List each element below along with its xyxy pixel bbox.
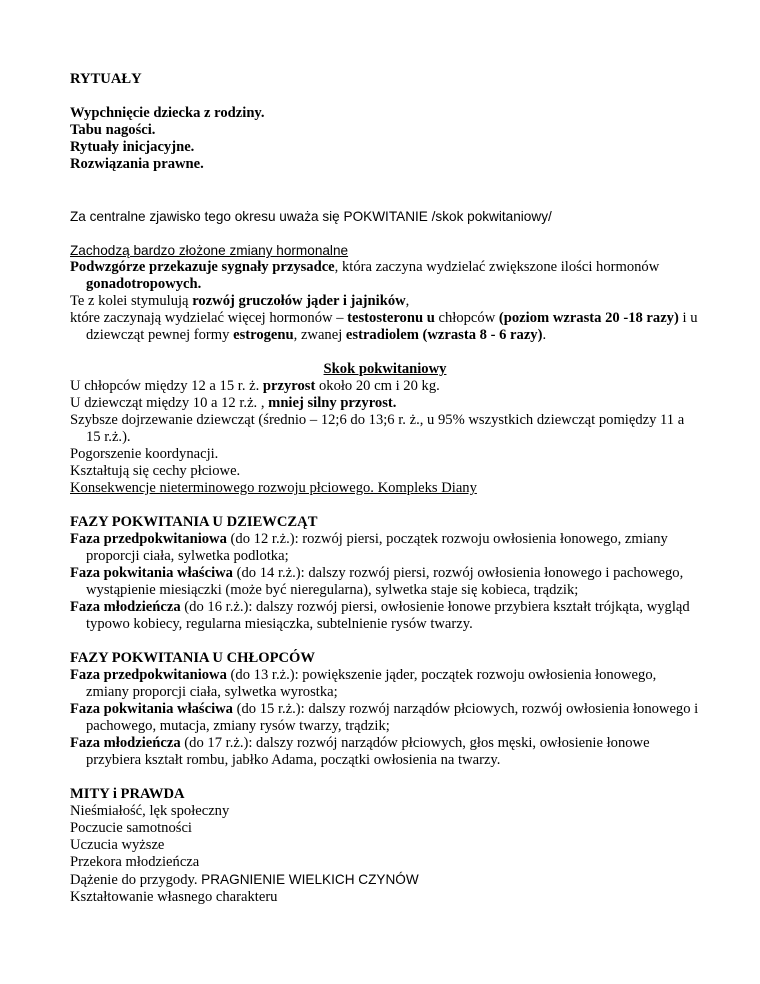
estrogen-text: estrogenu [233, 327, 294, 343]
girls-phase [70, 565, 700, 599]
maturation-text: Szybsze dojrzewanie dziewcząt (średnio – 12;6 do 13;6 r. ż., u 95% wszystkich dziewcząt pomiędzy 11 a 15 r.ż.). [70, 412, 685, 445]
boys-age-text: U chłopców między 12 a 15 r. ż. [70, 378, 263, 394]
growth-spurt-heading: Skok pokwitaniowy [323, 361, 447, 377]
adventure-text: Dążenie do przygody. [70, 872, 202, 888]
phase-name: Faza młodzieńcza [70, 599, 181, 615]
coordination-text: Pogorszenie koordynacji. [70, 446, 219, 462]
myth-item: Poczucie samotności [70, 820, 192, 836]
spacer [70, 88, 700, 105]
myth-item: Uczucia wyższe [70, 837, 165, 853]
spacer [70, 497, 700, 514]
boys-text: chłopców [434, 310, 499, 326]
myths-heading: MITY i PRAWDA [70, 786, 185, 802]
myth-item: Przekora młodzieńcza [70, 854, 200, 870]
phase-desc: (do 14 r.ż.): dalszy rozwój piersi, rozwój owłosienia łonowego i pachowego, wystąpienie miesiączki (może być nieregularna), sylwetka staje się kobieca, trądzik; [86, 565, 684, 598]
phase-name: Faza młodzieńcza [70, 735, 181, 751]
great-deeds-text: PRAGNIENIE WIELKICH CZYNÓW [201, 872, 419, 887]
hormones-paragraph-1 [70, 259, 700, 293]
girls-age-text: U dziewcząt między 10 a 12 r.ż. , [70, 395, 269, 411]
stimulate-text: Te z kolei stymulują [70, 293, 193, 309]
adventure-item [70, 871, 700, 889]
weaker-growth-text: mniej silny przyrost. [268, 395, 397, 411]
hormones-paragraph-3 [70, 310, 700, 344]
phase-name: Faza pokwitania właściwa [70, 565, 233, 581]
hormones-text: , która zaczyna wydzielać zwiększone ilości hormonów [334, 259, 660, 275]
spacer [70, 769, 700, 786]
growth-amount-text: około 20 cm i 20 kg. [315, 378, 440, 394]
boys-growth [70, 378, 700, 395]
hormones-heading: Zachodzą bardzo złożone zmiany hormonalne [70, 243, 349, 258]
growth-text: przyrost [262, 378, 316, 394]
phase-name: Faza przedpokwitaniowa [70, 667, 227, 683]
comma-text: , [405, 293, 410, 309]
traits-text: Kształtują się cechy płciowe. [70, 463, 241, 479]
boys-phase [70, 701, 700, 735]
document-content [70, 71, 700, 906]
ritual-item: Rozwiązania prawne. [70, 156, 204, 172]
spacer [70, 633, 700, 650]
ritual-item: Rytuały inicjacyjne. [70, 139, 195, 155]
rituals-list [70, 105, 700, 173]
ritual-item: Wypchnięcie dziecka z rodziny. [70, 105, 265, 121]
estradiol-text: estradiolem (wzrasta 8 - 6 razy) [345, 327, 543, 343]
period-text: . [542, 327, 547, 343]
testosterone-text: testosteronu u [347, 310, 435, 326]
boys-phases-heading: FAZY POKWITANIA U CHŁOPCÓW [70, 650, 315, 666]
girls-text: i u dziewcząt pewnej formy [86, 310, 698, 343]
gonadotropic-text: gonadotropowych. [86, 276, 202, 292]
girls-growth [70, 395, 700, 412]
ritual-item: Tabu nagości. [70, 122, 156, 138]
page-title: RYTUAŁY [70, 71, 142, 87]
phase-name: Faza pokwitania właściwa [70, 701, 233, 717]
myth-item: Nieśmiałość, lęk społeczny [70, 803, 230, 819]
spacer [70, 173, 700, 208]
girls-phases-heading: FAZY POKWITANIA U DZIEWCZĄT [70, 514, 318, 530]
spacer [70, 344, 700, 361]
hypothalamus-text: Podwzgórze przekazuje sygnały przysadce [70, 259, 335, 275]
glands-text: rozwój gruczołów jąder i jajników [192, 293, 406, 309]
phase-desc: (do 17 r.ż.): dalszy rozwój narządów płciowych, głos męski, owłosienie łonowe przybiera kształt rombu, jabłko Adama, początki owłosienia na twarzy. [86, 735, 650, 768]
level-text: (poziom wzrasta 20 -18 razy) [498, 310, 679, 326]
girls-phase [70, 599, 700, 633]
spacer [70, 225, 700, 242]
consequences-text: Konsekwencje nieterminowego rozwoju płciowego. Kompleks Diany [70, 480, 477, 496]
phase-desc: (do 13 r.ż.): powiększenie jąder, początek rozwoju owłosienia łonowego, zmiany proporcji ciała, sylwetka wyrostka; [86, 667, 657, 700]
phase-name: Faza przedpokwitaniowa [70, 531, 227, 547]
phase-desc: (do 15 r.ż.): dalszy rozwój narządów płciowych, rozwój owłosienia łonowego i pachowego, mutacja, zmiany rysów twarzy, trądzik; [86, 701, 699, 734]
central-phenomenon: Za centralne zjawisko tego okresu uważa się POKWITANIE /skok pokwitaniowy/ [70, 209, 552, 224]
girls-phase [70, 531, 700, 565]
called-text: , zwanej [293, 327, 346, 343]
phase-desc: (do 16 r.ż.): dalszy rozwój piersi, owłosienie łonowe przybiera kształt trójkąta, wygląd typowo kobiecy, regularna miesiączka, subtelnienie rysów twarzy. [86, 599, 690, 632]
hormones-text: które zaczynają wydzielać więcej hormonów – [70, 310, 348, 326]
character-item: Kształtowanie własnego charakteru [70, 889, 278, 905]
boys-phase [70, 735, 700, 769]
phase-desc: (do 12 r.ż.): rozwój piersi, początek rozwoju owłosienia łonowego, zmiany proporcji ciała, sylwetka podlotka; [86, 531, 668, 564]
hormones-paragraph-2 [70, 293, 700, 310]
boys-phase [70, 667, 700, 701]
